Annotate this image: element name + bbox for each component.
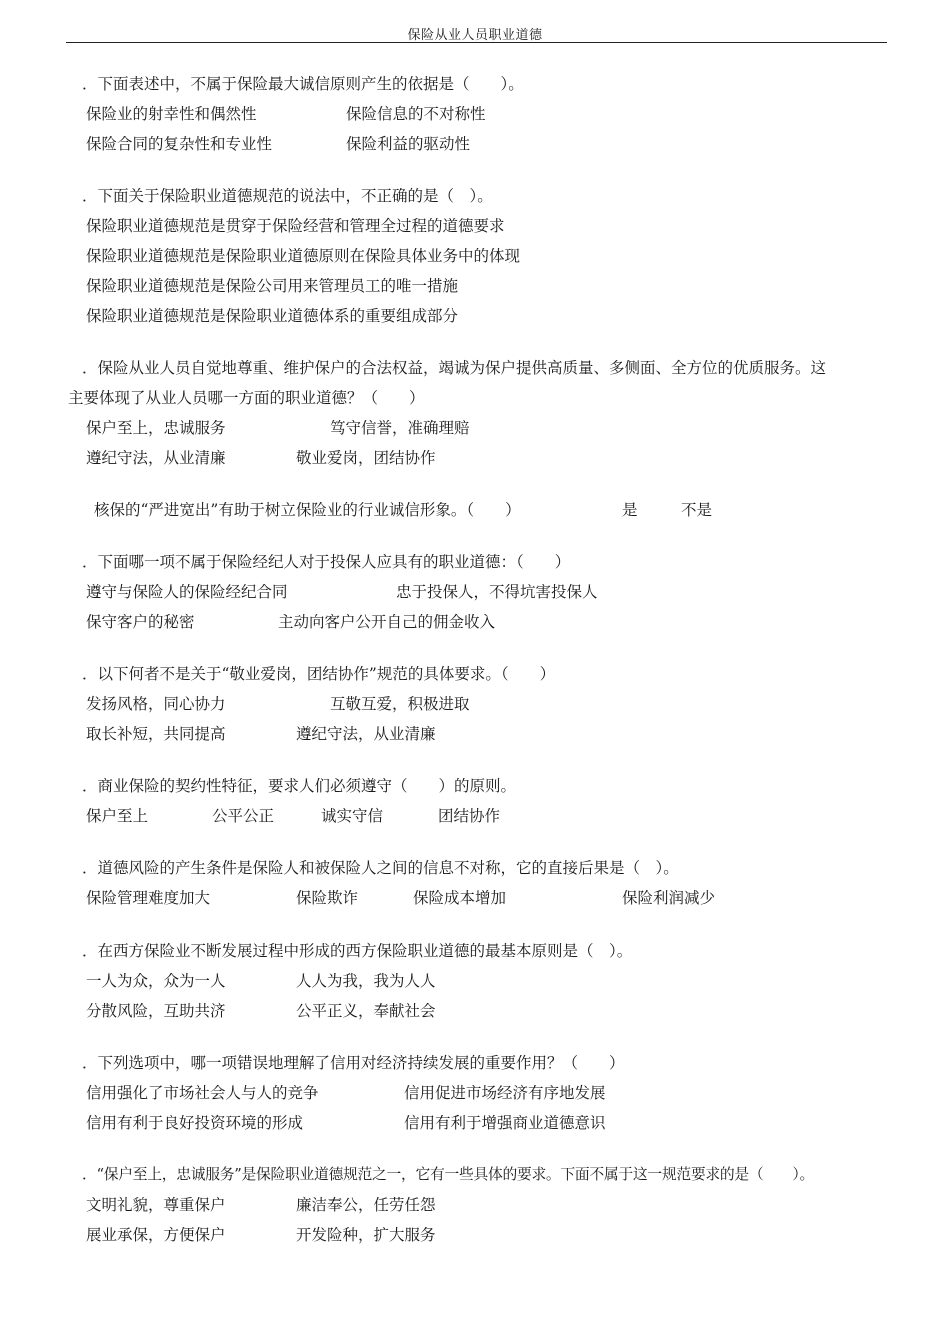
option-c: 展业承保，方便保户 [86, 1226, 226, 1244]
option-b: 不是 [681, 501, 713, 519]
question-stem: ．以下何者不是关于“敬业爱岗，团结协作”规范的具体要求。（ ） [82, 665, 556, 683]
question-stem: ．下面哪一项不属于保险经纪人对于投保人应具有的职业道德：（ ） [82, 553, 571, 571]
option-b: 忠于投保人，不得坑害投保人 [396, 583, 598, 601]
option-a: 一人为众，众为一人 [86, 972, 226, 990]
option-a: 发扬风格，同心协力 [86, 695, 226, 713]
option-b: 公平公正 [212, 807, 275, 825]
option-d: 敬业爱岗，团结协作 [296, 449, 436, 467]
option-a: 保险管理难度加大 [86, 889, 211, 907]
question-stem: 核保的“严进宽出”有助于树立保险业的行业诚信形象。（ ） [94, 501, 521, 519]
question-stem: ．在西方保险业不断发展过程中形成的西方保险职业道德的最基本原则是（ ）。 [82, 942, 633, 960]
option-b: 信用促进市场经济有序地发展 [404, 1084, 606, 1102]
question-stem-line1: ．保险从业人员自觉地尊重、维护保户的合法权益，竭诚为保户提供高质量、多侧面、全方位的优质服务。这 [82, 359, 827, 377]
question-stem-line2: 主要体现了从业人员哪一方面的职业道德？（ ） [68, 389, 425, 407]
header-title: 保险从业人员职业道德 [407, 28, 543, 43]
header-divider [66, 42, 887, 43]
option-b: 廉洁奉公，任劳任怨 [296, 1196, 436, 1214]
option-d: 主动向客户公开自己的佣金收入 [278, 613, 496, 631]
option-a: 保险业的射幸性和偶然性 [86, 105, 257, 123]
option-c: 取长补短，共同提高 [86, 725, 226, 743]
option-d: 保险职业道德规范是保险职业道德体系的重要组成部分 [86, 307, 459, 325]
option-c: 信用有利于良好投资环境的形成 [86, 1114, 304, 1132]
option-b: 保险职业道德规范是保险职业道德原则在保险具体业务中的体现 [86, 247, 521, 265]
option-c: 保险成本增加 [413, 889, 507, 907]
option-d: 开发险种，扩大服务 [296, 1226, 436, 1244]
option-d: 遵纪守法，从业清廉 [296, 725, 436, 743]
question-stem: ．道德风险的产生条件是保险人和被保险人之间的信息不对称，它的直接后果是（ ）。 [82, 859, 679, 877]
option-d: 保险利益的驱动性 [346, 135, 471, 153]
option-a: 信用强化了市场社会人与人的竞争 [86, 1084, 319, 1102]
option-d: 信用有利于增强商业道德意识 [404, 1114, 606, 1132]
option-b: 笃守信誉，准确理赔 [330, 419, 470, 437]
question-stem: ．下列选项中，哪一项错误地理解了信用对经济持续发展的重要作用？（ ） [82, 1054, 625, 1072]
option-a: 遵守与保险人的保险经纪合同 [86, 583, 288, 601]
option-a: 是 [622, 501, 638, 519]
option-c: 保险合同的复杂性和专业性 [86, 135, 273, 153]
option-c: 分散风险，互助共济 [86, 1002, 226, 1020]
option-b: 人人为我，我为人人 [296, 972, 436, 990]
option-c: 遵纪守法，从业清廉 [86, 449, 226, 467]
option-d: 保险利润减少 [622, 889, 716, 907]
option-a: 保险职业道德规范是贯穿于保险经营和管理全过程的道德要求 [86, 217, 505, 235]
option-c: 诚实守信 [321, 807, 384, 825]
question-stem: ．“保户至上，忠诚服务”是保险职业道德规范之一，它有一些具体的要求。下面不属于这一规范要求的是（ ）。 [82, 1166, 814, 1183]
option-a: 保户至上 [86, 807, 149, 825]
option-d: 公平正义，奉献社会 [296, 1002, 436, 1020]
option-b: 互敬互爱，积极进取 [330, 695, 470, 713]
option-d: 团结协作 [438, 807, 501, 825]
option-c: 保守客户的秘密 [86, 613, 195, 631]
question-stem: ．下面关于保险职业道德规范的说法中，不正确的是（ ）。 [82, 187, 493, 205]
option-b: 保险欺诈 [296, 889, 359, 907]
option-b: 保险信息的不对称性 [346, 105, 486, 123]
question-stem: ．下面表述中，不属于保险最大诚信原则产生的依据是（ ）。 [82, 75, 524, 93]
option-c: 保险职业道德规范是保险公司用来管理员工的唯一措施 [86, 277, 459, 295]
question-stem: ．商业保险的契约性特征，要求人们必须遵守（ ）的原则。 [82, 777, 517, 795]
option-a: 文明礼貌，尊重保户 [86, 1196, 226, 1214]
option-a: 保户至上，忠诚服务 [86, 419, 226, 437]
